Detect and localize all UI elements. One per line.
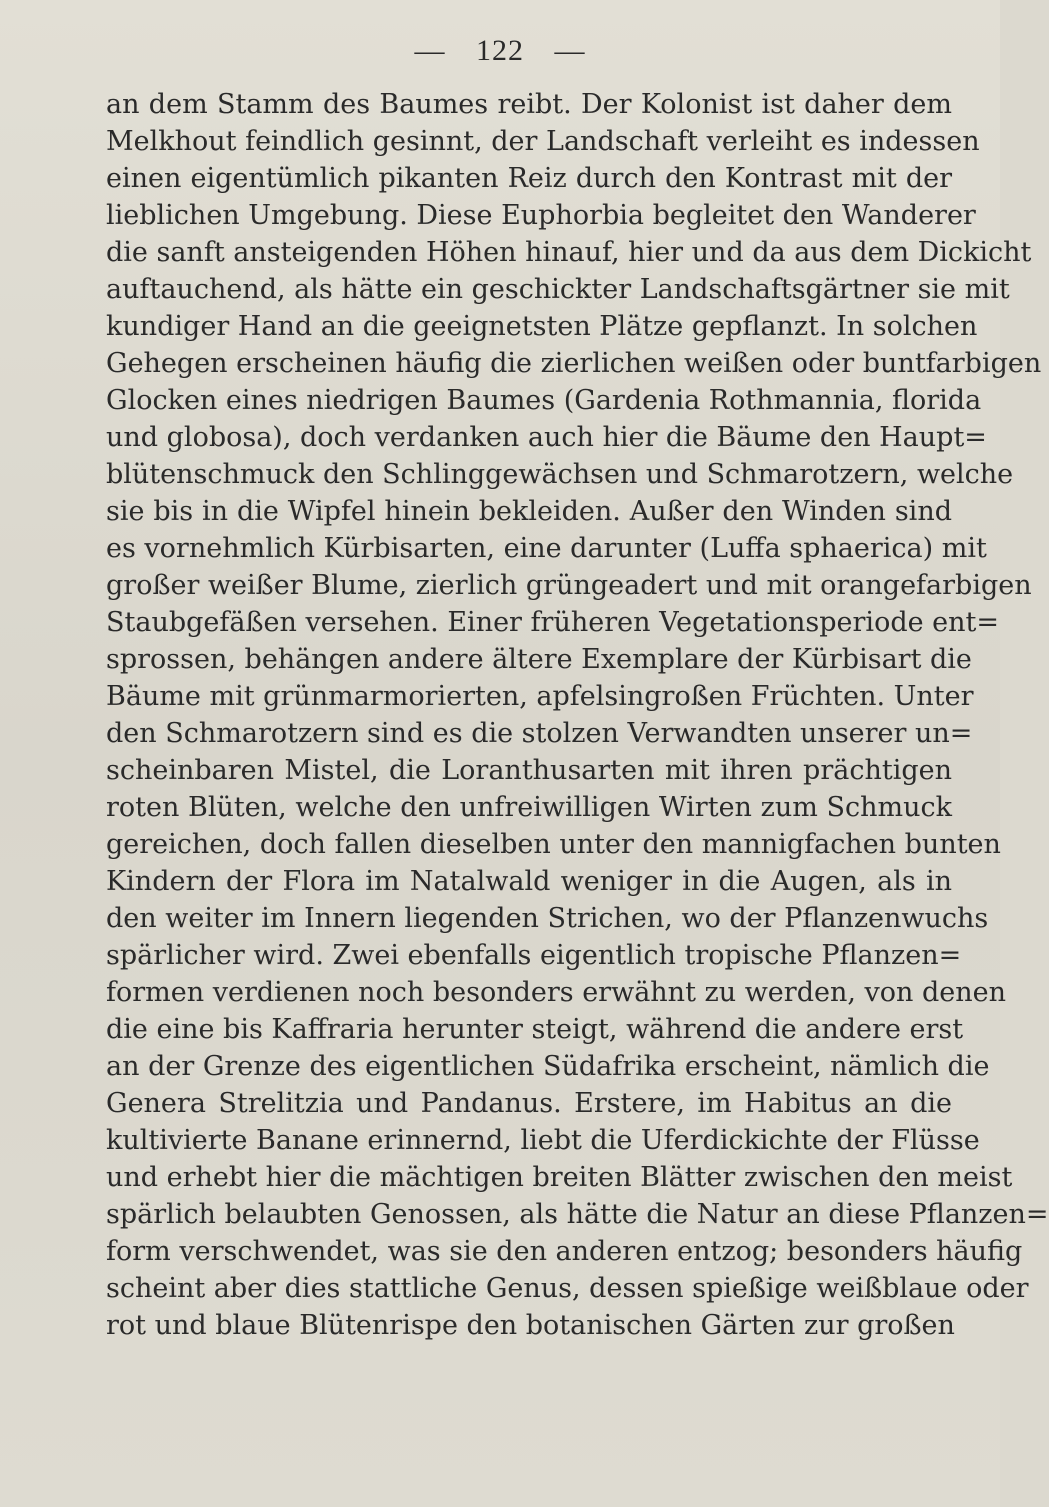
text-line: die sanft ansteigenden Höhen hinauf, hier und da aus dem Dickicht (106, 237, 1032, 268)
text-line: sprossen, behängen andere ältere Exemplare der Kürbisart die (106, 644, 972, 675)
right-dash: — (554, 34, 586, 67)
text-line: kultivierte Banane erinnernd, liebt die Uferdickichte der Flüsse (106, 1125, 980, 1156)
text-line: einen eigentümlich pikanten Reiz durch den Kontrast mit der (106, 163, 952, 194)
text-line: Staubgefäßen versehen. Einer früheren Vegetationsperiode ent= (106, 607, 1000, 638)
text-line: roten Blüten, welche den unfreiwilligen Wirten zum Schmuck (106, 792, 952, 823)
text-line: und globosa), doch verdanken auch hier die Bäume den Haupt= (106, 422, 987, 453)
text-line: rot und blaue Blütenrispe den botanischen Gärten zur großen (106, 1310, 955, 1341)
text-line: formen verdienen noch besonders erwähnt zu werden, von denen (106, 977, 1007, 1008)
text-line: und erhebt hier die mächtigen breiten Blätter zwischen den meist (106, 1162, 1013, 1193)
page-number: 122 (476, 34, 524, 67)
text-line: sie bis in die Wipfel hinein bekleiden. Außer den Winden sind (106, 496, 952, 527)
text-line: die eine bis Kaffraria herunter steigt, während die andere erst (106, 1014, 964, 1045)
text-line: Genera Strelitzia und Pandanus. Erstere, im Habitus an die (106, 1088, 952, 1119)
text-line: Melkhout feindlich gesinnt, der Landschaft verleiht es indessen (106, 126, 980, 157)
left-dash: — (414, 34, 446, 67)
text-line: scheinbaren Mistel, die Loranthusarten mit ihren prächtigen (106, 755, 952, 786)
text-line: den Schmarotzern sind es die stolzen Verwandten unserer un= (106, 718, 973, 749)
text-line: Bäume mit grünmarmorierten, apfelsingroßen Früchten. Unter (106, 681, 974, 712)
text-line: Kindern der Flora im Natalwald weniger in die Augen, als in (106, 866, 952, 897)
text-line: an der Grenze des eigentlichen Südafrika erscheint, nämlich die (106, 1051, 990, 1082)
text-line: großer weißer Blume, zierlich grüngeadert und mit orangefarbigen (106, 570, 1032, 601)
text-line: form verschwendet, was sie den anderen entzog; besonders häufig (106, 1236, 1023, 1267)
text-line: scheint aber dies stattliche Genus, dessen spießige weißblaue oder (106, 1273, 1029, 1304)
text-line: Gehegen erscheinen häufig die zierlichen weißen oder buntfarbigen (106, 348, 1042, 379)
text-line: den weiter im Innern liegenden Strichen, wo der Pflanzenwuchs (106, 903, 989, 934)
text-line: an dem Stamm des Baumes reibt. Der Kolonist ist daher dem (106, 89, 952, 120)
text-line: kundiger Hand an die geeignetsten Plätze gepflanzt. In solchen (106, 311, 978, 342)
text-line: spärlich belaubten Genossen, als hätte die Natur an diese Pflanzen= (106, 1199, 1049, 1230)
text-line: lieblichen Umgebung. Diese Euphorbia begleitet den Wanderer (106, 200, 976, 231)
text-line: es vornehmlich Kürbisarten, eine darunter (Luffa sphaerica) mit (106, 533, 987, 564)
text-line: Glocken eines niedrigen Baumes (Gardenia Rothmannia, florida (106, 385, 982, 416)
text-line: blütenschmuck den Schlinggewächsen und Schmarotzern, welche (106, 459, 1014, 490)
text-line: spärlicher wird. Zwei ebenfalls eigentlich tropische Pflanzen= (106, 940, 962, 971)
text-line: gereichen, doch fallen dieselben unter den mannigfachen bunten (106, 829, 1001, 860)
body-text (106, 86, 1049, 1344)
page-number-header (0, 34, 1000, 68)
text-line: auftauchend, als hätte ein geschickter Landschaftsgärtner sie mit (106, 274, 1010, 305)
